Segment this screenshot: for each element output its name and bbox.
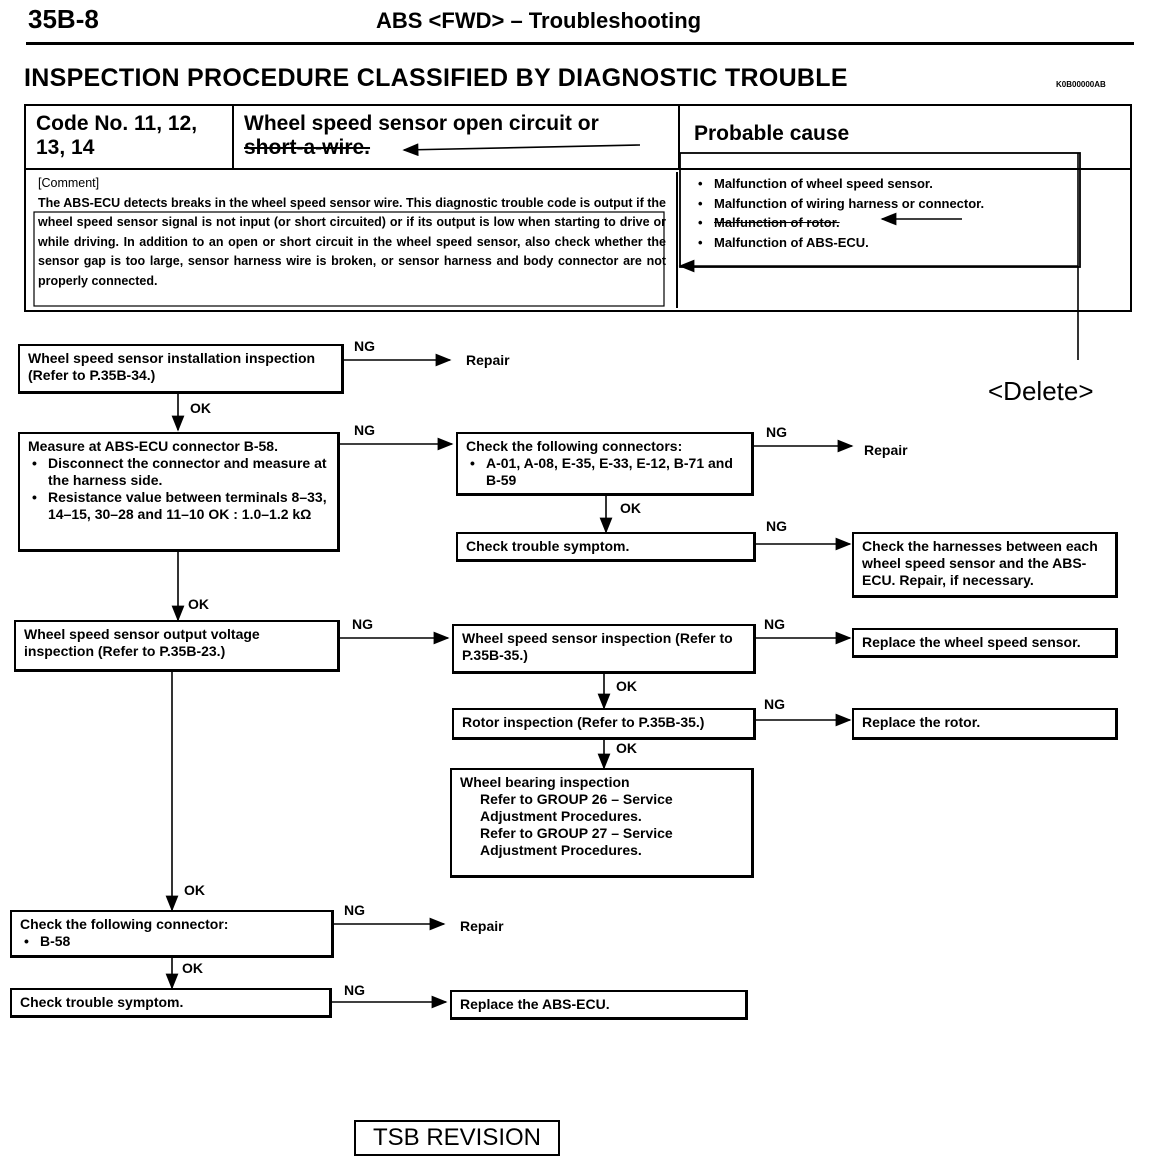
ng-label: NG [352, 616, 373, 632]
step-final-check-text: Check trouble symptom. [20, 994, 184, 1010]
step-check-connectors-item: • A-01, A-08, E-35, E-33, E-12, B-71 and B-59 [486, 455, 743, 489]
result-replace-abs-ecu-text: Replace the ABS-ECU. [460, 996, 610, 1012]
ok-label: OK [620, 500, 641, 516]
annotation-outline [34, 212, 664, 306]
result-check-harnesses [852, 532, 1118, 598]
step-wheel-bearing-inspection [450, 768, 754, 878]
probable-cause-label: Probable cause [694, 122, 850, 145]
step-check-connector-title: Check the following connector: [20, 916, 229, 932]
step-measure-item: • Disconnect the connector and measure at the harness side. [48, 455, 329, 489]
step-check-connectors-title: Check the following connectors: [466, 438, 683, 454]
reference-code: K0B00000AB [1056, 80, 1106, 89]
ng-result-repair: Repair [466, 352, 510, 368]
step-measure-item: • Resistance value between terminals 8–33, 14–15, 30–28 and 11–10 OK : 1.0–1.2 kΩ [48, 489, 329, 523]
ok-label: OK [616, 740, 637, 756]
step-wheel-bearing-ref: Refer to GROUP 26 – Service Adjustment Procedures. [480, 791, 673, 824]
main-title: INSPECTION PROCEDURE CLASSIFIED BY DIAGNOSTIC TROUBLE [24, 64, 848, 92]
ok-label: OK [616, 678, 637, 694]
ng-result-repair: Repair [460, 918, 504, 934]
annotation-arrow [404, 145, 640, 150]
step-check-trouble-symptom [456, 532, 756, 562]
result-check-harnesses-text: Check the harnesses between each wheel speed sensor and the ABS-ECU. Repair, if necessary. [862, 538, 1098, 588]
trouble-title-line2: short-a-wire. [244, 136, 371, 159]
section-title: ABS <FWD> – Troubleshooting [376, 8, 702, 33]
ng-label: NG [766, 518, 787, 534]
delete-annotation: <Delete> [988, 376, 1094, 406]
result-replace-sensor [852, 628, 1118, 658]
ok-label: OK [184, 882, 205, 898]
ng-label: NG [354, 338, 375, 354]
step-installation-text: Wheel speed sensor installation inspection (Refer to P.35B-34.) [28, 350, 316, 383]
trouble-title-line1: Wheel speed sensor open circuit or [244, 112, 599, 135]
step-wheel-bearing-title: Wheel bearing inspection [460, 774, 630, 790]
result-replace-sensor-text: Replace the wheel speed sensor. [862, 634, 1081, 650]
annotation-outline [680, 153, 1080, 267]
page-number: 35B-8 [28, 4, 99, 34]
comment-text: The ABS-ECU detects breaks in the wheel speed sensor wire. This diagnostic trouble code is output if the wheel speed sensor signal is not input (or short circuited) or if its output is low when starting to drive or while driving. In addition to an open or short circuit in the wheel speed sensor, also check whether the sensor gap is too large, sensor harness wire is broken, or sensor harness and body connector are not properly connected. [38, 195, 666, 288]
ng-label: NG [354, 422, 375, 438]
step-check-connectors [456, 432, 754, 496]
result-replace-rotor-text: Replace the rotor. [862, 714, 981, 730]
tsb-revision-box [354, 1120, 560, 1156]
ng-label: NG [764, 696, 785, 712]
ng-result-repair: Repair [864, 442, 908, 458]
cause-item: • Malfunction of rotor. [714, 213, 1082, 233]
cause-item: • Malfunction of wiring harness or connector. [714, 194, 1082, 214]
step-sensor-inspection-text: Wheel speed sensor inspection (Refer to P.35B-35.) [462, 630, 733, 663]
step-sensor-inspection [452, 624, 756, 674]
step-final-check-symptom [10, 988, 332, 1018]
ok-label: OK [188, 596, 209, 612]
code-number: Code No. 11, 12, 13, 14 [36, 112, 198, 159]
ok-label: OK [182, 960, 203, 976]
step-rotor-inspection-text: Rotor inspection (Refer to P.35B-35.) [462, 714, 705, 730]
step-measure-ecu-connector [18, 432, 340, 552]
comment-label: [Comment] [38, 176, 100, 190]
result-replace-abs-ecu [450, 990, 748, 1020]
ok-label: OK [190, 400, 211, 416]
step-check-connector-b58 [10, 910, 334, 958]
ng-label: NG [764, 616, 785, 632]
step-wheel-bearing-ref: Refer to GROUP 27 – Service Adjustment Procedures. [480, 825, 673, 858]
tsb-revision-label: TSB REVISION [372, 1124, 542, 1151]
cause-item: • Malfunction of ABS-ECU. [714, 233, 1082, 253]
ng-label: NG [344, 982, 365, 998]
cause-item: • Malfunction of wheel speed sensor. [714, 174, 1082, 194]
step-check-trouble-text: Check trouble symptom. [466, 538, 630, 554]
result-replace-rotor [852, 708, 1118, 740]
step-output-voltage-inspection [14, 620, 340, 672]
step-rotor-inspection [452, 708, 756, 740]
ng-label: NG [344, 902, 365, 918]
step-measure-title: Measure at ABS-ECU connector B-58. [28, 438, 278, 454]
step-installation-inspection [18, 344, 344, 394]
ng-label: NG [766, 424, 787, 440]
step-output-voltage-text: Wheel speed sensor output voltage inspection (Refer to P.35B-23.) [24, 626, 260, 659]
step-check-connector-item: • B-58 [40, 933, 323, 950]
